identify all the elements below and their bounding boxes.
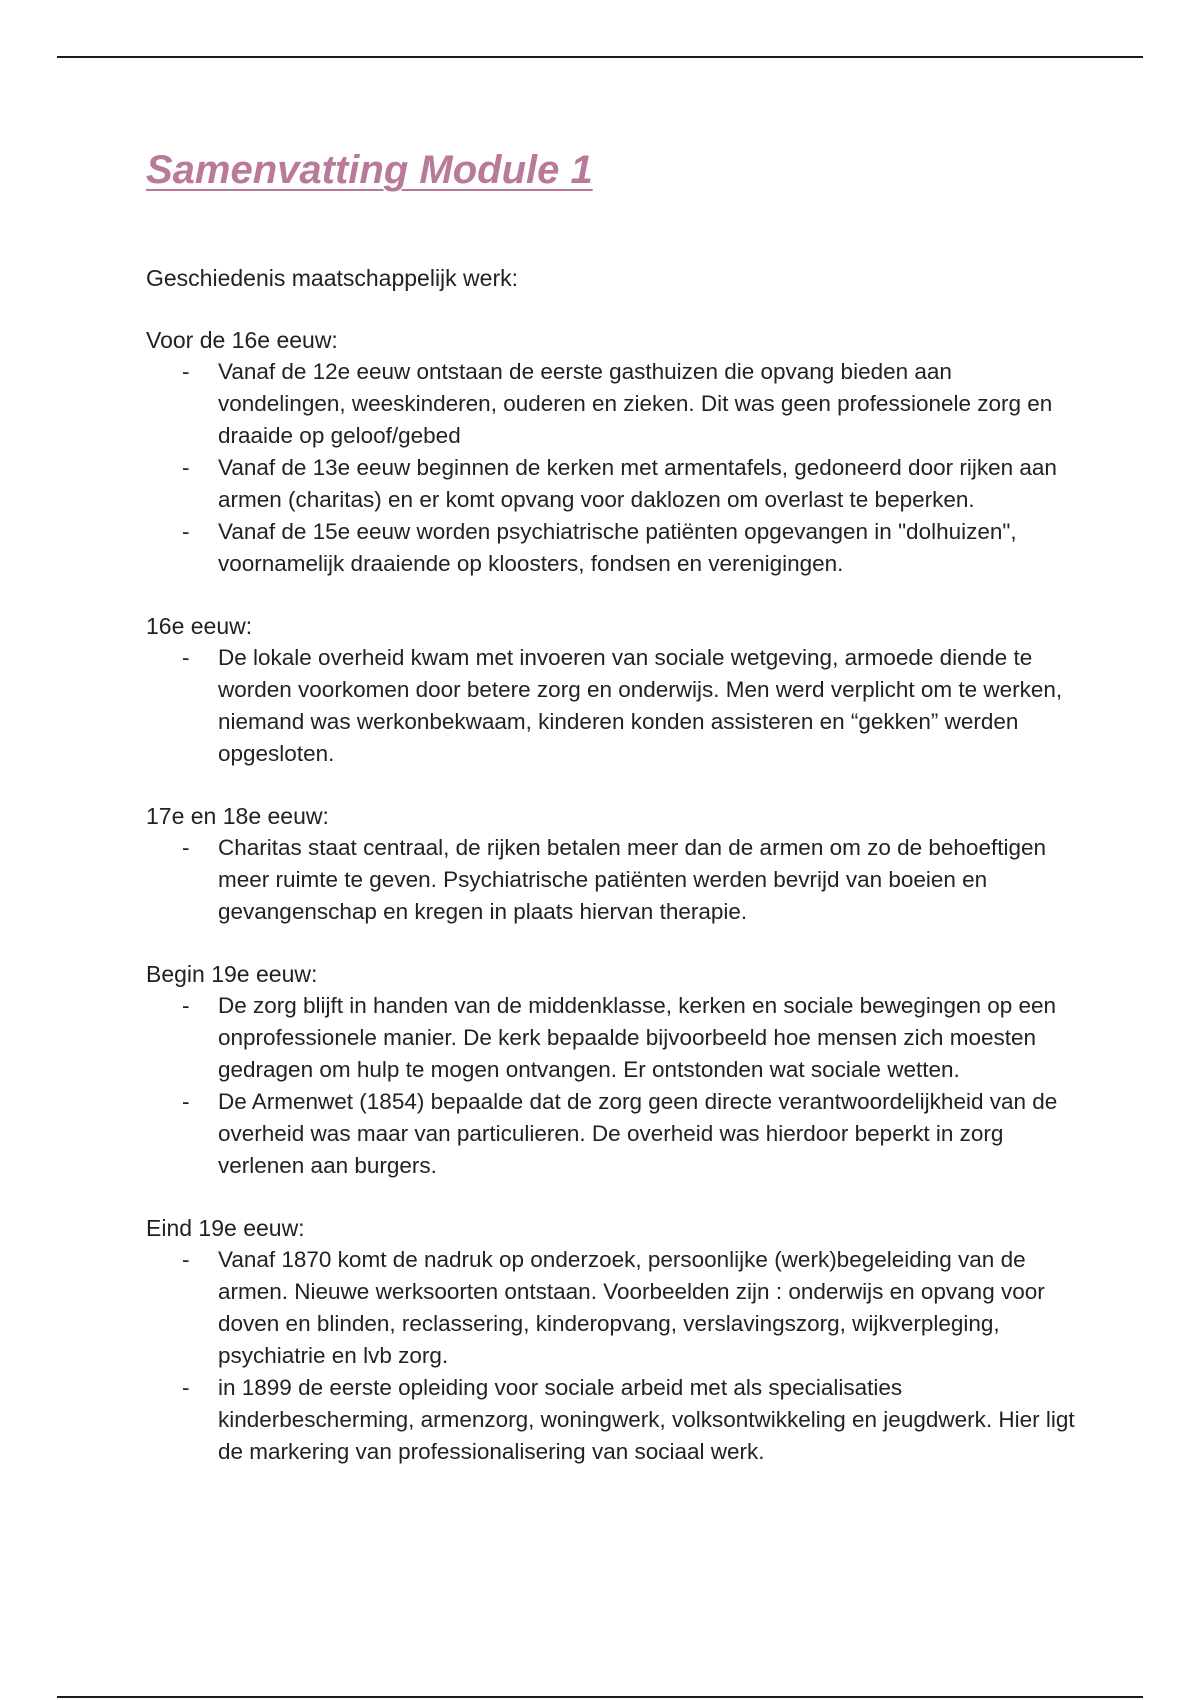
document-title: Samenvatting Module 1 [146, 148, 593, 192]
page-content [146, 140, 1076, 1468]
list-item [146, 1372, 1076, 1468]
bullet-list [146, 990, 1076, 1182]
footer-rule [57, 1696, 1143, 1698]
bullet-dash: - [182, 1089, 190, 1114]
list-item [146, 990, 1076, 1086]
bullet-dash: - [182, 359, 190, 384]
list-item-text: De Armenwet (1854) bepaalde dat de zorg geen directe verantwoordelijkheid van de overheid was maar van particulieren. De overheid was hierdoor beperkt in zorg verlenen aan burgers. [218, 1089, 1058, 1178]
list-item [146, 452, 1076, 516]
section-16e-eeuw [146, 610, 1076, 770]
bullet-dash: - [182, 455, 190, 480]
section-eind-19e-eeuw [146, 1212, 1076, 1468]
section-voor-16e-eeuw [146, 324, 1076, 580]
list-item-text: Vanaf de 12e eeuw ontstaan de eerste gasthuizen die opvang bieden aan vondelingen, weeskinderen, ouderen en zieken. Dit was geen professionele zorg en draaide op geloof/gebed [218, 359, 1053, 448]
section-heading: 16e eeuw: [146, 613, 253, 639]
section-heading: Eind 19e eeuw: [146, 1215, 305, 1241]
section-begin-19e-eeuw [146, 958, 1076, 1182]
bullet-dash: - [182, 1247, 190, 1272]
bullet-list [146, 356, 1076, 580]
bullet-list [146, 832, 1076, 928]
intro-text: Geschiedenis maatschappelijk werk: [146, 265, 519, 291]
list-item-text: Vanaf de 13e eeuw beginnen de kerken met armentafels, gedoneerd door rijken aan armen (charitas) en er komt opvang voor daklozen om overlast te beperken. [218, 455, 1057, 512]
bullet-list [146, 1244, 1076, 1468]
list-item [146, 1086, 1076, 1182]
list-item-text: De lokale overheid kwam met invoeren van sociale wetgeving, armoede diende te worden voorkomen door betere zorg en onderwijs. Men werd verplicht om te werken, niemand was werkonbekwaam, kinderen konden assisteren en “gekken” werden opgesloten. [218, 645, 1063, 766]
list-item-text: Vanaf de 15e eeuw worden psychiatrische patiënten opgevangen in "dolhuizen", voornamelijk draaiende op kloosters, fondsen en verenigingen. [218, 519, 1017, 576]
list-item [146, 832, 1076, 928]
bullet-dash: - [182, 645, 190, 670]
header-rule [57, 56, 1143, 58]
list-item-text: in 1899 de eerste opleiding voor sociale arbeid met als specialisaties kinderbescherming, armenzorg, woningwerk, volksontwikkeling en jeugdwerk. Hier ligt de markering van professionalisering van sociaal werk. [218, 1375, 1075, 1464]
list-item [146, 1244, 1076, 1372]
bullet-list [146, 642, 1076, 770]
list-item-text: Charitas staat centraal, de rijken betalen meer dan de armen om zo de behoeftigen meer ruimte te geven. Psychiatrische patiënten werden bevrijd van boeien en gevangenschap en kregen in plaats hiervan therapie. [218, 835, 1046, 924]
list-item [146, 516, 1076, 580]
section-heading: Begin 19e eeuw: [146, 961, 318, 987]
list-item-text: De zorg blijft in handen van de middenklasse, kerken en sociale bewegingen op een onprofessionele manier. De kerk bepaalde bijvoorbeeld hoe mensen zich moesten gedragen om hulp te mogen ontvangen. Er ontstonden wat sociale wetten. [218, 993, 1057, 1082]
list-item [146, 642, 1076, 770]
bullet-dash: - [182, 835, 190, 860]
list-item [146, 356, 1076, 452]
section-17e-18e-eeuw [146, 800, 1076, 928]
section-heading: Voor de 16e eeuw: [146, 327, 338, 353]
bullet-dash: - [182, 519, 190, 544]
section-heading: 17e en 18e eeuw: [146, 803, 329, 829]
bullet-dash: - [182, 1375, 190, 1400]
list-item-text: Vanaf 1870 komt de nadruk op onderzoek, persoonlijke (werk)begeleiding van de armen. Nieuwe werksoorten ontstaan. Voorbeelden zijn : onderwijs en opvang voor doven en blinden, reclassering, kinderopvang, verslavingszorg, wijkverpleging, psychiatrie en lvb zorg. [218, 1247, 1045, 1368]
bullet-dash: - [182, 993, 190, 1018]
